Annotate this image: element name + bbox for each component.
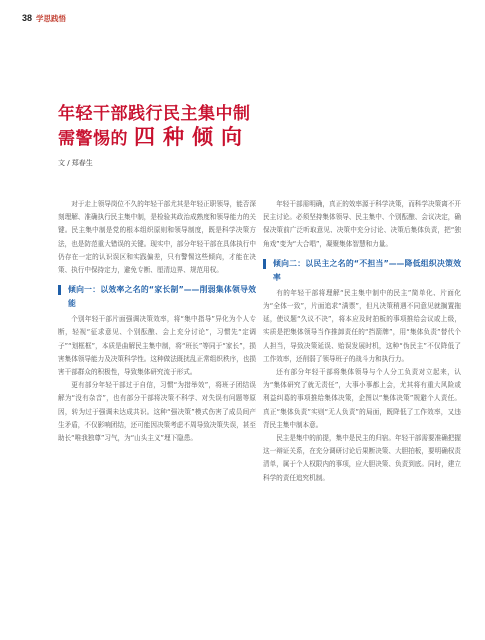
section-heading <box>58 283 256 311</box>
paragraph: 对于走上领导岗位不久的年轻干部尤其是年轻正职领导，能否深刻理解、准确执行民主集中制，是检验其政治成熟度和领导能力的关键。民主集中制是党的根本组织原则和领导制度，既是科学决策方法，也是防范重大错误的关键。现实中，部分年轻干部在具体执行中仍存在一定的认识误区和实践偏差，只有警惕这些倾向，才能在决策、执行中保持定力，避免专断、厘清边界、规范用权。 <box>58 200 256 275</box>
heading-bar-marker <box>58 285 61 295</box>
paragraph: 年轻干部需明确，真正的效率源于科学决策，而科学决策离不开民主讨论。必须坚持集体领导、民主集中、个别酝酿、会议决定，确保决策前广泛听取意见、决策中充分讨论、决策后集体负责，把“独角戏”变为“大合唱”，凝聚集体智慧和力量。 <box>263 200 461 248</box>
paragraph: 民主是集中的前提，集中是民主的归宿。年轻干部需要准确把握这一辩证关系，在充分调研讨论后果断决策、大胆拍板，要明确权责清单，属于个人权限内的事项，应大胆决策、负责到底。同时，建立科学的责任追究机制。 <box>263 434 461 482</box>
section-heading-text: 倾向二：以民主之名的“不担当”——降低组织决策效率 <box>273 258 461 282</box>
paragraph: 有的年轻干部将理解“民主集中制中的民主”简单化、片面化为“全体一致”，片面追求“满票”，但凡决策稍遇不同意见就搁置拖延，使议题“久议不决”，将本应及时拍板的事项推给会议或上级，实质是把集体领导当作推卸责任的“挡箭牌”，用“集体负责”替代个人担当，导致决策延误、贻误发展时机，这种“伪民主”不仅降低了工作效率，还削弱了领导班子的战斗力和执行力。 <box>263 288 461 363</box>
paragraph: 更有部分年轻干部过于自信，习惯“为措举效”，将班子团结误解为“没有杂音”，也有部分干部将决策不科学、对失误有问题等原因，转为过于强调未达成共识。这种“强决策”模式伤害了成员间产生矛盾，不仅影响团结，还可能因决策考虑不周导致决策失误，甚至助长“唯我独尊”习气，为“山头主义”埋下隐患。 <box>58 381 256 443</box>
page-header <box>22 11 66 25</box>
section-label: 学思践悟 <box>36 13 67 23</box>
left-column <box>58 198 256 445</box>
page-number: 38 <box>22 13 33 23</box>
article-title-emphasis: 四种倾向 <box>134 124 250 149</box>
section-heading-text: 倾向一：以效率之名的“家长制”——削弱集体领导效能 <box>68 285 256 309</box>
right-column <box>263 198 461 485</box>
paragraph: 个别年轻干部片面强调决策效率，将“集中指导”异化为个人专断，轻视“征求意见、个别酝酿、会上充分讨论”，习惯先“定调子”“划框框”，本质是曲解民主集中制，将“班长”等同于“家长”，损害集体领导能力及决策科学性。这种做法既扰乱正常组织秩序，也损害干部群众的积极性，导致集体研究流于形式。 <box>58 315 256 377</box>
paragraph: 还有部分年轻干部将集体领导与个人分工负责对立起来，认为“集体研究了就无责任”，大事小事都上会，尤其将有重大风险或利益纠葛的事项推给集体决策，企图以“集体决策”规避个人责任。真正“集体负责”实则“无人负责”的局面，既降低了工作效率，又违背民主集中制本意。 <box>263 368 461 429</box>
article-title-lead: 需警惕的 <box>58 129 128 149</box>
article-title-line1: 年轻干部践行民主集中制 <box>58 104 251 124</box>
section-heading <box>263 257 461 285</box>
article-title-line2 <box>58 121 250 151</box>
author-byline: 文 / 郑春生 <box>58 159 93 167</box>
heading-bar-marker <box>263 259 266 269</box>
